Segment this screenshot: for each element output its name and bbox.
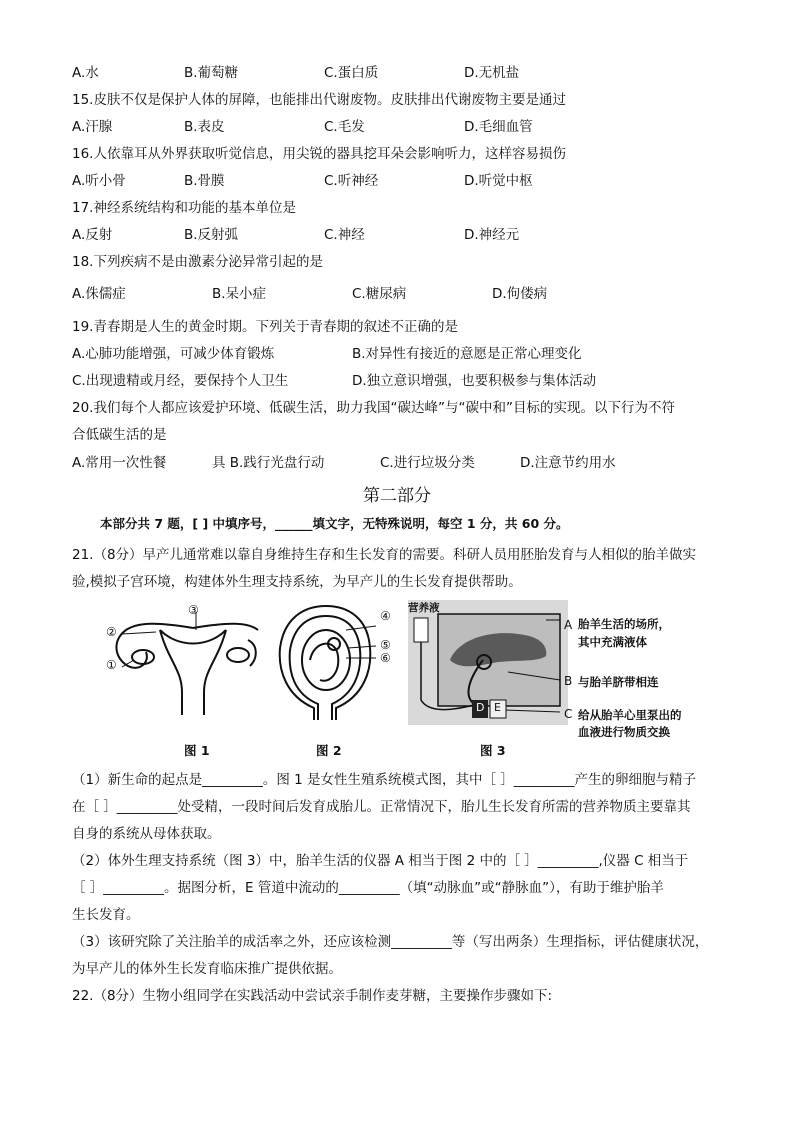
fig3-note-b: 与胎羊脐带相连 [578,675,659,689]
q17-option-d: D.神经元 [464,227,520,243]
fig3-note-a-line1: 胎羊生活的场所， [578,617,670,631]
figure-1-reproductive-system [98,600,268,725]
q16-option-a: A.听小骨 [72,173,126,189]
fig3-label-nutrient: 营养液 [408,602,440,614]
q21-part2-line3: 生长发育。 [72,907,140,923]
fig3-letter-e: E [494,701,501,714]
q18-option-a: A.侏儒症 [72,286,126,302]
q17-option-b: B.反射弧 [184,227,239,243]
q21-part2-line1: （2）体外生理支持系统（图 3）中，胎羊生活的仪器 A 相当于图 2 中的［ ］_________,仪器 C 相当于 [72,853,689,869]
fig3-note-a-line2: 其中充满液体 [578,635,647,649]
q16-option-c: C.听神经 [324,173,379,189]
figure-1-caption: 图 1 [184,743,210,758]
q19-option-b: B.对异性有接近的意愿是正常心理变化 [352,346,582,362]
q22-stem: 22.（8分）生物小组同学在实践活动中尝试亲手制作麦芽糖，主要操作步骤如下: [72,988,553,1004]
figure-2-fetus-in-uterus [276,600,376,725]
q18-option-d: D.佝偻病 [492,286,548,302]
fig3-letter-c: C [564,707,573,721]
q17-option-a: A.反射 [72,227,113,243]
q18-option-b: B.呆小症 [212,286,267,302]
figure-2-caption: 图 2 [316,743,342,758]
fig1-marker-1: ① [106,658,117,672]
fig3-note-c-line2: 血液进行物质交换 [578,725,670,739]
fig3-note-c-line1: 给从胎羊心里泵出的 [578,708,682,722]
q21-part2-line2: ［ ］_________。据图分析，E 管道中流动的_________（填“动脉血”或“静脉血”），有助于维护胎羊 [72,880,664,896]
fig1-marker-2: ② [106,625,117,639]
q15-option-a: A.汗腺 [72,119,113,135]
q15-option-b: B.表皮 [184,119,225,135]
q20-option-a: A.常用一次性餐 [72,455,167,471]
q17-stem: 17.神经系统结构和功能的基本单位是 [72,200,296,216]
q15-option-d: D.毛细血管 [464,119,533,135]
q18-option-c: C.糖尿病 [352,286,407,302]
q15-stem: 15.皮肤不仅是保护人体的屏障，也能排出代谢废物。皮肤排出代谢废物主要是通过 [72,92,566,108]
part2-title: 第二部分 [363,486,431,506]
q21-part3-line1: （3）该研究除了关注胎羊的成活率之外，还应该检测_________等（写出两条）生理指标，评估健康状况， [72,934,709,950]
q20-option-c: C.进行垃圾分类 [380,455,475,471]
q21-part1-line2: 在［ ］_________处受精，一段时间后发育成胎儿。正常情况下，胎儿生长发育所需的营养物质主要靠其 [72,799,691,815]
q14-option-b: B.葡萄糖 [184,65,239,81]
q19-option-d: D.独立意识增强，也要积极参与集体活动 [352,373,597,389]
q19-stem: 19.青春期是人生的黄金时期。下列关于青春期的叙述不正确的是 [72,319,458,335]
q15-option-c: C.毛发 [324,119,365,135]
fig3-letter-b: B [564,674,573,688]
q19-option-c: C.出现遗精或月经，要保持个人卫生 [72,373,289,389]
q16-stem: 16.人依靠耳从外界获取听觉信息，用尖锐的器具挖耳朵会影响听力，这样容易损伤 [72,146,566,162]
q14-option-a: A.水 [72,65,99,81]
q16-option-b: B.骨膜 [184,173,225,189]
q16-option-d: D.听觉中枢 [464,173,533,189]
fig1-marker-3: ③ [188,603,199,617]
fig2-marker-4: ④ [380,609,391,623]
q21-part1-line1: （1）新生命的起点是_________。图 1 是女性生殖系统模式图，其中［ ］_________产生的卵细胞与精子 [72,772,697,788]
figure-3-caption: 图 3 [480,743,506,758]
q21-intro-line1: 21.（8分）早产儿通常难以靠自身维持生存和生长发育的需要。科研人员用胚胎发育与人相似的胎羊做实 [72,547,697,563]
q17-option-c: C.神经 [324,227,365,243]
q21-intro-line2: 验,模拟子宫环境，构建体外生理支持系统，为早产儿的生长发育提供帮助。 [72,574,522,590]
q20-stem-line2: 合低碳生活的是 [72,427,167,443]
q21-part1-line3: 自身的系统从母体获取。 [72,826,221,842]
fig2-marker-6: ⑥ [380,651,391,665]
q20-option-d: D.注意节约用水 [520,455,616,471]
fig2-marker-5: ⑤ [380,638,391,652]
fig3-letter-a: A [564,618,573,632]
q14-option-c: C.蛋白质 [324,65,379,81]
q19-option-a: A.心肺功能增强，可减少体育锻炼 [72,346,275,362]
figure-3-life-support-system [408,600,568,725]
q21-part3-line2: 为早产儿的体外生长发育临床推广提供依据。 [72,961,342,977]
q20-stem-line1: 20.我们每个人都应该爱护环境、低碳生活，助力我国“碳达峰”与“碳中和”目标的实现。以下行为不符 [72,400,675,416]
fig3-letter-d: D [476,701,485,714]
part2-note: 本部分共 7 题，[ ] 中填序号，______填文字，无特殊说明，每空 1 分，共 60 分。 [100,516,569,531]
q18-stem: 18.下列疾病不是由激素分泌异常引起的是 [72,254,323,270]
q20-option-b: 具 B.践行光盘行动 [212,455,325,471]
q14-option-d: D.无机盐 [464,65,520,81]
